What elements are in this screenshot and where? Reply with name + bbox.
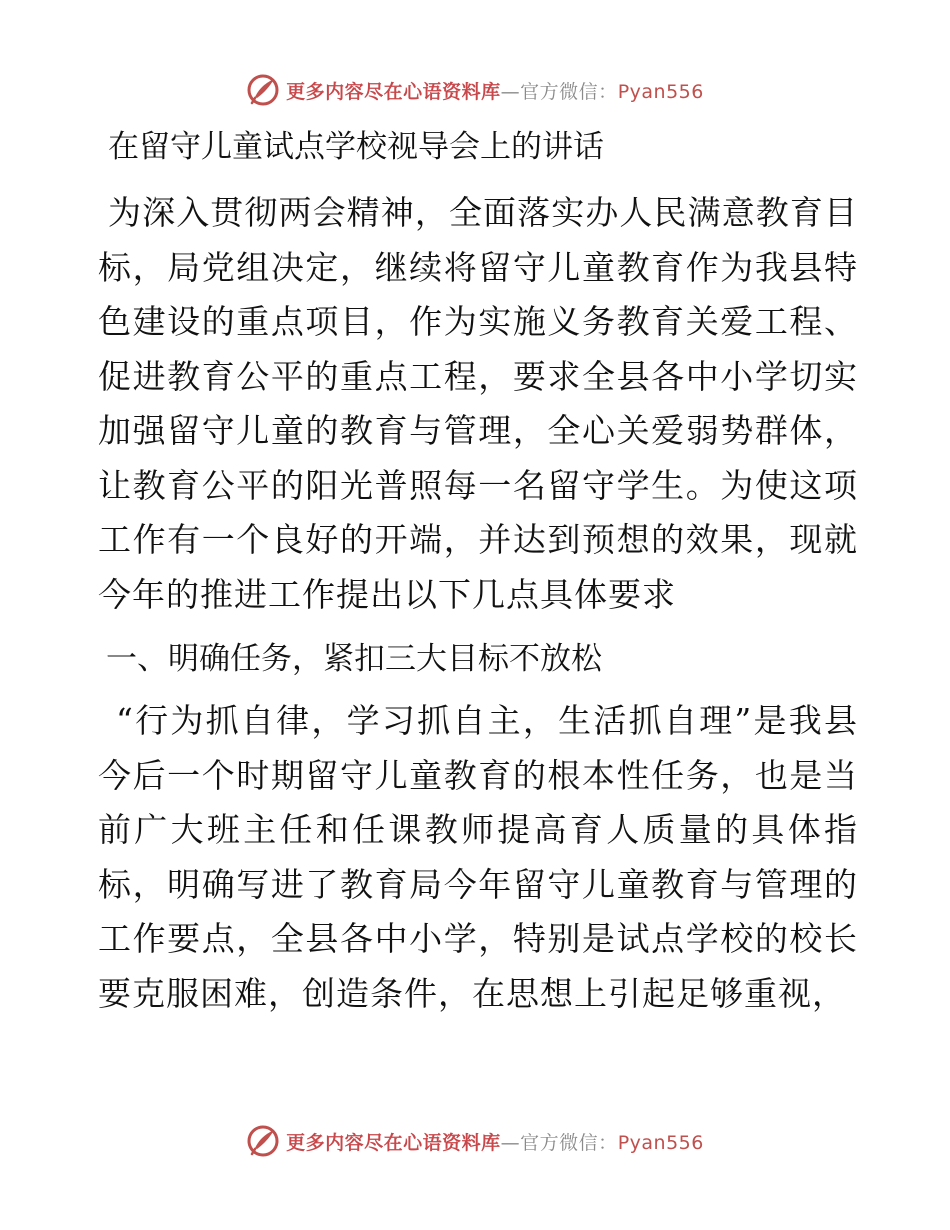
feather-circle-logo-icon [246, 1124, 280, 1158]
paragraph-intro: 为深入贯彻两会精神，全面落实办人民满意教育目标，局党组决定，继续将留守儿童教育作为我县特色建设的重点项目，作为实施义务教育关爱工程、促进教育公平的重点工程，要求全县各中小学切实加强留守儿童的教育与管理，全心关爱弱势群体，让教育公平的阳光普照每一名留守学生。为使这项工作有一个良好的开端，并达到预想的效果，现就今年的推进工作提出以下几点具体要求 [98, 193, 858, 614]
header-banner [0, 68, 950, 112]
banner-wx-label: 官方微信： [520, 80, 618, 103]
section-heading: 一、明确任务，紧扣三大目标不放松 [106, 641, 602, 677]
footer-banner [0, 1119, 950, 1163]
banner-wx-id: Pyan556 [617, 80, 704, 103]
feather-circle-logo-icon [246, 73, 280, 107]
document-body [98, 118, 858, 1021]
banner-text [286, 77, 704, 104]
paragraph-section-one: “行为抓自律，学习抓自主，生活抓自理”是我县今后一个时期留守儿童教育的根本性任务，也是当前广大班主任和任课教师提高育人质量的具体指标，明确写进了教育局今年留守儿童教育与管理的工作要点，全县各中小学，特别是试点学校的校长要克服困难，创造条件，在思想上引起足够重视， [98, 701, 858, 1013]
banner-lead: 更多内容尽在心语资料库 [286, 1131, 501, 1154]
banner-wx-id: Pyan556 [617, 1131, 704, 1154]
banner-dash: — [500, 1131, 521, 1154]
banner-dash: — [500, 80, 521, 103]
banner-text [286, 1128, 704, 1155]
banner-wx-label: 官方微信： [520, 1131, 618, 1154]
banner-lead: 更多内容尽在心语资料库 [286, 80, 501, 103]
document-title: 在留守儿童试点学校视导会上的讲话 [108, 129, 604, 165]
